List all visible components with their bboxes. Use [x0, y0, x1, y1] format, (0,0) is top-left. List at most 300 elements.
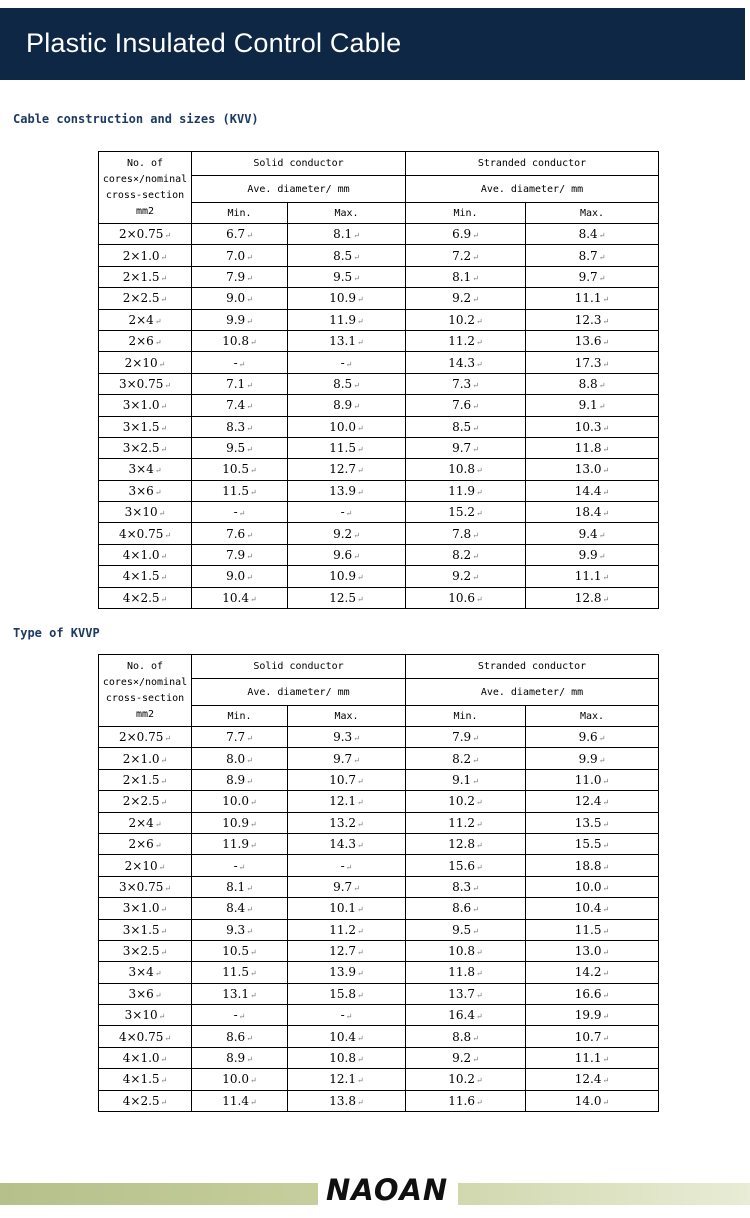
stranded-max-cell — [526, 962, 659, 983]
cell-value: 15.8 — [329, 986, 356, 1001]
column-header-stranded-ave: Ave. diameter/ mm — [406, 679, 659, 706]
solid-min-cell — [192, 1026, 288, 1047]
solid-max-cell — [288, 1090, 406, 1111]
stranded-max-cell — [526, 523, 659, 544]
cell-value: 8.6 — [226, 1029, 246, 1044]
cell-value: - — [340, 858, 345, 873]
solid-max-cell — [288, 855, 406, 876]
cell-value: 13.1 — [222, 986, 249, 1001]
cell-value: 10.8 — [329, 1051, 356, 1066]
cell-value: 9.7 — [452, 441, 472, 456]
cores-cell — [99, 288, 192, 309]
solid-min-cell — [192, 395, 288, 416]
paragraph-mark-icon: ↵ — [250, 948, 257, 958]
cell-value: 12.8 — [574, 590, 602, 605]
paragraph-mark-icon: ↵ — [357, 316, 364, 326]
paragraph-mark-icon: ↵ — [472, 530, 479, 540]
stranded-max-cell — [526, 983, 659, 1004]
cores-cell — [99, 898, 192, 919]
paragraph-mark-icon: ↵ — [160, 273, 168, 283]
cell-value: 3×10 — [124, 505, 158, 520]
solid-min-cell — [192, 309, 288, 330]
stranded-min-cell — [406, 544, 526, 565]
cell-value: 9.2 — [333, 526, 353, 541]
solid-min-cell — [192, 833, 288, 854]
paragraph-mark-icon: ↵ — [353, 755, 360, 765]
stranded-min-cell — [406, 1090, 526, 1111]
stranded-min-cell — [406, 523, 526, 544]
table-row — [99, 898, 659, 919]
stranded-max-cell — [526, 309, 659, 330]
table-row — [99, 416, 659, 437]
column-header-stranded-max: Max. — [526, 706, 659, 727]
cell-value: 11.2 — [448, 815, 475, 830]
stranded-max-cell — [526, 416, 659, 437]
paragraph-mark-icon: ↵ — [357, 445, 364, 455]
solid-max-cell — [288, 330, 406, 351]
paragraph-mark-icon: ↵ — [246, 883, 253, 893]
solid-max-cell — [288, 224, 406, 245]
paragraph-mark-icon: ↵ — [472, 552, 479, 562]
cell-value: 9.2 — [452, 569, 472, 584]
cell-value: 11.5 — [574, 922, 602, 937]
table-row — [99, 1069, 659, 1090]
paragraph-mark-icon: ↵ — [476, 316, 483, 326]
solid-min-cell — [192, 812, 288, 833]
paragraph-mark-icon: ↵ — [345, 1012, 353, 1022]
cell-value: 2×0.75 — [118, 227, 164, 242]
stranded-max-cell — [526, 833, 659, 854]
cell-value: 8.1 — [226, 879, 246, 894]
paragraph-mark-icon: ↵ — [602, 573, 610, 583]
column-header-solid: Solid conductor — [192, 655, 406, 679]
cell-value: 15.6 — [448, 858, 475, 873]
solid-max-cell — [288, 876, 406, 897]
cell-value: 2×6 — [128, 334, 154, 349]
cell-value: 10.3 — [574, 419, 602, 434]
paragraph-mark-icon: ↵ — [246, 552, 253, 562]
stranded-min-cell — [406, 224, 526, 245]
cell-value: 10.0 — [574, 879, 602, 894]
paragraph-mark-icon: ↵ — [246, 252, 253, 262]
cell-value: 10.4 — [329, 1029, 356, 1044]
solid-max-cell — [288, 373, 406, 394]
paragraph-mark-icon: ↵ — [246, 776, 253, 786]
solid-max-cell — [288, 812, 406, 833]
paragraph-mark-icon: ↵ — [353, 734, 360, 744]
stranded-max-cell — [526, 224, 659, 245]
paragraph-mark-icon: ↵ — [472, 252, 479, 262]
cell-value: 8.6 — [452, 901, 472, 916]
cell-value: 7.9 — [452, 730, 472, 745]
cell-value: 2×10 — [124, 858, 158, 873]
cell-value: 2×4 — [128, 815, 154, 830]
paragraph-mark-icon: ↵ — [160, 1097, 168, 1107]
cell-value: 13.9 — [329, 965, 356, 980]
paragraph-mark-icon: ↵ — [353, 380, 360, 390]
paragraph-mark-icon: ↵ — [476, 594, 483, 604]
cell-value: 12.8 — [448, 837, 475, 852]
paragraph-mark-icon: ↵ — [160, 252, 168, 262]
cores-cell — [99, 769, 192, 790]
cell-value: 11.2 — [448, 334, 475, 349]
paragraph-mark-icon: ↵ — [476, 487, 483, 497]
cell-value: 13.6 — [574, 334, 602, 349]
table-row — [99, 395, 659, 416]
stranded-max-cell — [526, 1069, 659, 1090]
paragraph-mark-icon: ↵ — [246, 231, 253, 241]
cell-value: 18.4 — [574, 505, 602, 520]
paragraph-mark-icon: ↵ — [357, 338, 364, 348]
table-row — [99, 769, 659, 790]
solid-min-cell — [192, 587, 288, 608]
paragraph-mark-icon: ↵ — [357, 573, 364, 583]
cell-value: 7.2 — [452, 248, 472, 263]
cell-value: 10.7 — [574, 1029, 602, 1044]
paragraph-mark-icon: ↵ — [246, 273, 253, 283]
cell-value: 7.7 — [226, 730, 246, 745]
cell-value: 10.0 — [222, 1072, 249, 1087]
paragraph-mark-icon: ↵ — [602, 862, 610, 872]
column-header-stranded-min: Min. — [406, 203, 526, 224]
solid-min-cell — [192, 1069, 288, 1090]
stranded-max-cell — [526, 459, 659, 480]
cell-value: 8.0 — [226, 751, 246, 766]
paragraph-mark-icon: ↵ — [154, 338, 162, 348]
solid-max-cell — [288, 288, 406, 309]
paragraph-mark-icon: ↵ — [602, 969, 610, 979]
paragraph-mark-icon: ↵ — [345, 509, 353, 519]
paragraph-mark-icon: ↵ — [246, 573, 253, 583]
paragraph-mark-icon: ↵ — [357, 905, 364, 915]
solid-max-cell — [288, 769, 406, 790]
cell-value: 3×2.5 — [122, 441, 160, 456]
cores-cell — [99, 791, 192, 812]
solid-max-cell — [288, 395, 406, 416]
stranded-min-cell — [406, 962, 526, 983]
cell-value: 8.4 — [226, 901, 246, 916]
stranded-min-cell — [406, 769, 526, 790]
paragraph-mark-icon: ↵ — [357, 1055, 364, 1065]
solid-min-cell — [192, 791, 288, 812]
column-header-cores: No. of cores×/nominal cross-section mm2 — [99, 152, 192, 224]
paragraph-mark-icon: ↵ — [246, 295, 253, 305]
table-row — [99, 812, 659, 833]
table-row — [99, 480, 659, 501]
solid-max-cell — [288, 791, 406, 812]
paragraph-mark-icon: ↵ — [476, 969, 483, 979]
stranded-min-cell — [406, 245, 526, 266]
paragraph-mark-icon: ↵ — [476, 338, 483, 348]
paragraph-mark-icon: ↵ — [353, 530, 360, 540]
cell-value: 4×0.75 — [118, 1029, 164, 1044]
column-header-stranded: Stranded conductor — [406, 152, 659, 176]
cell-value: 13.7 — [448, 986, 475, 1001]
cell-value: 10.8 — [222, 334, 249, 349]
solid-min-cell — [192, 983, 288, 1004]
cell-value: 9.7 — [333, 751, 353, 766]
paragraph-mark-icon: ↵ — [160, 423, 168, 433]
solid-min-cell — [192, 224, 288, 245]
paragraph-mark-icon: ↵ — [598, 273, 606, 283]
stranded-max-cell — [526, 566, 659, 587]
table-row — [99, 1005, 659, 1026]
cell-value: 10.8 — [448, 944, 475, 959]
cores-cell — [99, 940, 192, 961]
paragraph-mark-icon: ↵ — [238, 509, 246, 519]
solid-max-cell — [288, 983, 406, 1004]
paragraph-mark-icon: ↵ — [160, 905, 168, 915]
solid-min-cell — [192, 1005, 288, 1026]
cell-value: 12.7 — [329, 462, 356, 477]
cell-value: - — [233, 1008, 238, 1023]
cell-value: 13.0 — [574, 462, 602, 477]
paragraph-mark-icon: ↵ — [154, 969, 162, 979]
solid-max-cell — [288, 587, 406, 608]
solid-min-cell — [192, 748, 288, 769]
paragraph-mark-icon: ↵ — [353, 402, 360, 412]
solid-max-cell — [288, 898, 406, 919]
cell-value: 14.2 — [574, 965, 602, 980]
cell-value: 11.0 — [574, 772, 602, 787]
table-row — [99, 330, 659, 351]
cell-value: 2×6 — [128, 837, 154, 852]
stranded-min-cell — [406, 437, 526, 458]
cores-cell — [99, 373, 192, 394]
kvvp-table-body — [99, 727, 659, 1112]
cell-value: 11.5 — [222, 965, 249, 980]
stranded-min-cell — [406, 855, 526, 876]
paragraph-mark-icon: ↵ — [472, 926, 479, 936]
cell-value: 19.9 — [574, 1008, 602, 1023]
cell-value: 8.5 — [452, 419, 472, 434]
stranded-min-cell — [406, 791, 526, 812]
solid-max-cell — [288, 523, 406, 544]
cell-value: 10.2 — [448, 794, 475, 809]
paragraph-mark-icon: ↵ — [602, 338, 610, 348]
cell-value: 9.0 — [226, 291, 246, 306]
paragraph-mark-icon: ↵ — [476, 990, 483, 1000]
stranded-max-cell — [526, 855, 659, 876]
paragraph-mark-icon: ↵ — [357, 990, 364, 1000]
paragraph-mark-icon: ↵ — [472, 423, 479, 433]
paragraph-mark-icon: ↵ — [353, 231, 360, 241]
table-row — [99, 940, 659, 961]
cell-value: 14.3 — [448, 355, 475, 370]
solid-max-cell — [288, 748, 406, 769]
cores-cell — [99, 523, 192, 544]
cell-value: 4×0.75 — [118, 526, 164, 541]
column-header-stranded-min: Min. — [406, 706, 526, 727]
paragraph-mark-icon: ↵ — [160, 445, 168, 455]
brand-logo — [318, 1171, 458, 1215]
cell-value: - — [233, 858, 238, 873]
solid-max-cell — [288, 1005, 406, 1026]
cell-value: 8.1 — [333, 227, 353, 242]
kvv-table-body — [99, 224, 659, 609]
paragraph-mark-icon: ↵ — [602, 594, 610, 604]
cores-cell — [99, 352, 192, 373]
kvv-table — [98, 151, 659, 609]
solid-min-cell — [192, 769, 288, 790]
paragraph-mark-icon: ↵ — [154, 841, 162, 851]
cell-value: 10.0 — [329, 419, 356, 434]
kvv-section-title: Cable construction and sizes (KVV) — [13, 112, 259, 126]
paragraph-mark-icon: ↵ — [164, 734, 172, 744]
cell-value: 2×1.5 — [122, 269, 160, 284]
paragraph-mark-icon: ↵ — [472, 1033, 479, 1043]
paragraph-mark-icon: ↵ — [602, 487, 610, 497]
paragraph-mark-icon: ↵ — [160, 926, 168, 936]
stranded-min-cell — [406, 1069, 526, 1090]
cell-value: 11.9 — [448, 483, 475, 498]
paragraph-mark-icon: ↵ — [246, 755, 253, 765]
cell-value: 9.6 — [333, 548, 353, 563]
paragraph-mark-icon: ↵ — [602, 798, 610, 808]
cores-cell — [99, 266, 192, 287]
cell-value: 14.4 — [574, 483, 602, 498]
cell-value: 8.7 — [578, 248, 598, 263]
paragraph-mark-icon: ↵ — [476, 841, 483, 851]
cell-value: 8.1 — [452, 269, 472, 284]
stranded-min-cell — [406, 833, 526, 854]
paragraph-mark-icon: ↵ — [357, 841, 364, 851]
cell-value: 2×4 — [128, 312, 154, 327]
paragraph-mark-icon: ↵ — [602, 509, 610, 519]
paragraph-mark-icon: ↵ — [357, 926, 364, 936]
paragraph-mark-icon: ↵ — [353, 252, 360, 262]
cell-value: 8.2 — [452, 548, 472, 563]
paragraph-mark-icon: ↵ — [472, 402, 479, 412]
paragraph-mark-icon: ↵ — [353, 273, 360, 283]
paragraph-mark-icon: ↵ — [353, 552, 360, 562]
paragraph-mark-icon: ↵ — [158, 1012, 166, 1022]
cell-value: 9.5 — [226, 441, 246, 456]
table-row — [99, 245, 659, 266]
table-row — [99, 523, 659, 544]
cell-value: 16.4 — [448, 1008, 475, 1023]
cell-value: 13.0 — [574, 944, 602, 959]
table-row — [99, 587, 659, 608]
column-header-stranded-max: Max. — [526, 203, 659, 224]
cell-value: 13.2 — [329, 815, 356, 830]
paragraph-mark-icon: ↵ — [250, 1076, 257, 1086]
cores-cell — [99, 983, 192, 1004]
stranded-max-cell — [526, 919, 659, 940]
column-header-solid: Solid conductor — [192, 152, 406, 176]
paragraph-mark-icon: ↵ — [246, 1033, 253, 1043]
stranded-max-cell — [526, 544, 659, 565]
paragraph-mark-icon: ↵ — [476, 819, 483, 829]
paragraph-mark-icon: ↵ — [357, 1097, 364, 1107]
solid-min-cell — [192, 940, 288, 961]
kvvp-table — [98, 654, 659, 1112]
cell-value: 13.9 — [329, 483, 356, 498]
title-banner — [0, 8, 745, 80]
cell-value: 11.1 — [574, 569, 602, 584]
cores-cell — [99, 309, 192, 330]
paragraph-mark-icon: ↵ — [246, 530, 253, 540]
stranded-min-cell — [406, 416, 526, 437]
paragraph-mark-icon: ↵ — [472, 905, 479, 915]
solid-min-cell — [192, 480, 288, 501]
table-row — [99, 309, 659, 330]
cell-value: 15.5 — [574, 837, 602, 852]
paragraph-mark-icon: ↵ — [154, 487, 162, 497]
paragraph-mark-icon: ↵ — [598, 252, 606, 262]
cell-value: 2×0.75 — [118, 730, 164, 745]
stranded-max-cell — [526, 727, 659, 748]
solid-min-cell — [192, 855, 288, 876]
paragraph-mark-icon: ↵ — [598, 231, 606, 241]
solid-min-cell — [192, 544, 288, 565]
cell-value: 12.4 — [574, 794, 602, 809]
table-row — [99, 437, 659, 458]
paragraph-mark-icon: ↵ — [598, 755, 606, 765]
cell-value: 17.3 — [574, 355, 602, 370]
paragraph-mark-icon: ↵ — [154, 316, 162, 326]
table-row — [99, 288, 659, 309]
cell-value: 9.3 — [333, 730, 353, 745]
paragraph-mark-icon: ↵ — [164, 530, 172, 540]
cell-value: 4×2.5 — [122, 1093, 160, 1108]
paragraph-mark-icon: ↵ — [238, 862, 246, 872]
cell-value: 10.7 — [329, 772, 356, 787]
paragraph-mark-icon: ↵ — [602, 883, 610, 893]
cell-value: 15.2 — [448, 505, 475, 520]
cores-cell — [99, 1026, 192, 1047]
cell-value: 10.6 — [448, 590, 475, 605]
paragraph-mark-icon: ↵ — [598, 734, 606, 744]
cores-cell — [99, 1005, 192, 1026]
paragraph-mark-icon: ↵ — [357, 487, 364, 497]
paragraph-mark-icon: ↵ — [238, 1012, 246, 1022]
cell-value: 11.2 — [329, 922, 356, 937]
paragraph-mark-icon: ↵ — [472, 380, 479, 390]
cell-value: 3×1.5 — [122, 419, 160, 434]
paragraph-mark-icon: ↵ — [598, 552, 606, 562]
table-row — [99, 833, 659, 854]
stranded-min-cell — [406, 1026, 526, 1047]
stranded-max-cell — [526, 1090, 659, 1111]
cell-value: 3×6 — [128, 986, 154, 1001]
cell-value: 2×1.5 — [122, 772, 160, 787]
cell-value: 11.8 — [448, 965, 475, 980]
paragraph-mark-icon: ↵ — [250, 990, 257, 1000]
paragraph-mark-icon: ↵ — [476, 798, 483, 808]
solid-max-cell — [288, 480, 406, 501]
table-row — [99, 919, 659, 940]
cell-value: 16.6 — [574, 986, 602, 1001]
cell-value: 10.4 — [574, 901, 602, 916]
solid-min-cell — [192, 416, 288, 437]
solid-min-cell — [192, 352, 288, 373]
stranded-min-cell — [406, 876, 526, 897]
paragraph-mark-icon: ↵ — [246, 380, 253, 390]
stranded-min-cell — [406, 812, 526, 833]
stranded-min-cell — [406, 1047, 526, 1068]
table-row — [99, 459, 659, 480]
column-header-solid-ave: Ave. diameter/ mm — [192, 176, 406, 203]
paragraph-mark-icon: ↵ — [357, 466, 364, 476]
kvvp-section-title: Type of KVVP — [13, 626, 100, 640]
solid-min-cell — [192, 459, 288, 480]
cell-value: 9.4 — [578, 526, 598, 541]
paragraph-mark-icon: ↵ — [357, 819, 364, 829]
paragraph-mark-icon: ↵ — [357, 798, 364, 808]
solid-min-cell — [192, 898, 288, 919]
paragraph-mark-icon: ↵ — [472, 883, 479, 893]
